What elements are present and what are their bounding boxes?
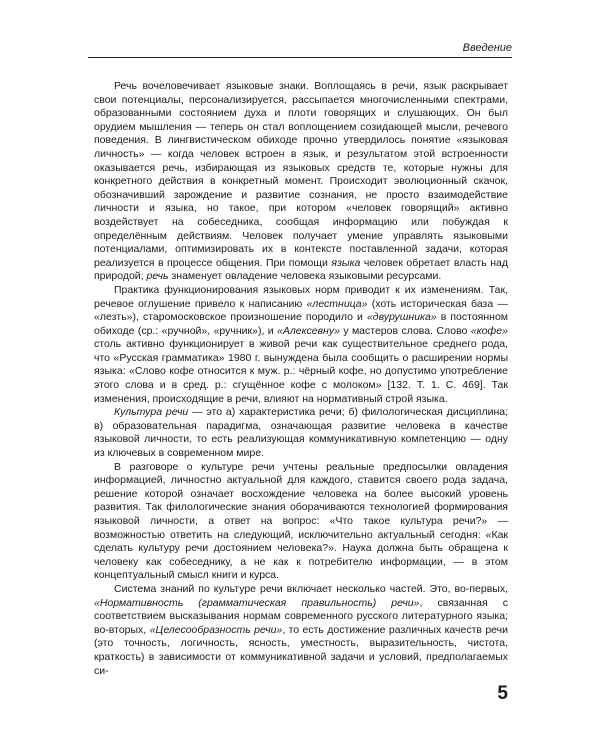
paragraph	[94, 284, 508, 406]
italic-term: «Нормативность (грамматическая правильность) речи»	[94, 596, 420, 609]
paragraph	[94, 583, 508, 678]
text-run: , связанная с соответствием высказывания нормам современного русского литературного языка; во-вторых,	[94, 596, 508, 636]
italic-term: «Целесообразность речи»	[149, 623, 283, 636]
italic-term: Культура речи	[114, 406, 189, 419]
italic-term: «лестница»	[306, 297, 368, 310]
paragraph	[94, 461, 508, 583]
text-run: у мастеров слова. Слово	[339, 324, 471, 337]
text-run: в постоянном обиходе (ср.: «ручной», «ручник»), и	[94, 311, 509, 337]
italic-term: речь	[146, 270, 169, 283]
page-number: 5	[497, 683, 508, 704]
text-run: Практика функционирования языковых норм приводит к их изменениям. Так, речевое оглушение привело к написанию	[94, 283, 508, 310]
text-run: Система знаний по культуре речи включает несколько частей. Это, во-первых,	[114, 582, 508, 595]
text-run: человек обретает власть над природой;	[94, 256, 508, 283]
italic-term: «двурушника»	[366, 311, 437, 324]
italic-term: «Алексевну»	[277, 324, 340, 337]
text-run: знаменует овладение человека языковыми ресурсами.	[168, 270, 442, 283]
italic-term: языка	[331, 256, 361, 269]
text-run: (хоть историческая база — «лезть»), старомосковское произношение породило и	[94, 297, 508, 324]
text-run: В разговоре о культуре речи учтены реальные предпосылки овладения информацией, личностно актуальной для каждого, ставится своего рода задача, решение которой означает восхождение человека на более высокий уровень развития. Так филологические знания оборачиваются технологией формирования языковой личности, а ответ на вопрос: «Что такое культура речи?» — возможностью ответить на следующий, исключительно актуальный сегодня: «Как сделать культуру речи достоянием человека?». Наука должна быть обращена к человеку как собеседнику, а не как к потребителю информации, — в этом концептуальный смысл книги и курса.	[94, 460, 508, 582]
running-head: Введение	[88, 42, 512, 58]
paragraph	[94, 406, 508, 460]
body-text	[94, 80, 508, 678]
text-run: столь активно функционирует в живой речи как существительное среднего рода, что «Русская грамматика» 1980 г. вынуждена была сообщить о расширении нормы языка: «Слово кофе относится к муж. р.: чёрный кофе, но допустимо употребление этого слова и в сред. р.: сгущённое кофе с молоком» [132. Т. 1. С. 469]. Так изменения, происходящие в речи, влияют на нормативный строй языка.	[94, 338, 508, 405]
text-run: , то есть достижение различных качеств речи (это точность, логичность, ясность, уместность, выразительность, чистота, краткость) в зависимости от коммуникативной задачи и условий, предполагаемых си-	[94, 623, 508, 677]
text-run: — это а) характеристика речи; б) филологическая дисциплина; в) образовательная парадигма, означающая развитие человека в качестве языковой личности, то есть реализующая коммуникативную компетенцию — одну из ключевых в современном мире.	[94, 406, 509, 460]
italic-term: «кофе»	[470, 324, 508, 337]
paragraph	[94, 80, 508, 284]
text-run: Речь вочеловечивает языковые знаки. Воплощаясь в речи, язык раскрывает свои потенциалы, персонализируется, рассыпается многочисленными спектрами, образованными состоянием духа и плоти говорящих и слушающих. Он был орудием мышления — теперь он стал воплощением созидающей мысли, речевого поведения. В лингвистическом обиходе прочно утвердилось понятие «языковая личность» — когда человек встроен в язык, и результатом этой встроенности оказывается речь, избирающая из языковых средств те, которые нужны для конкретного действия в конкретный момент. Происходит эволюционный скачок, обозначивший зарождение и развитие сознания, не просто взаимодействие личности и языка, но такое, при котором «человек говорящий» активно воздействует на собеседника, сообщая информацию или побуждая к определённым действиям. Человек получает умение управлять языковыми потенциалами, оптимизировать их в контексте поставленной задачи, которая реализуется в процессе общения. При помощи	[94, 80, 508, 269]
